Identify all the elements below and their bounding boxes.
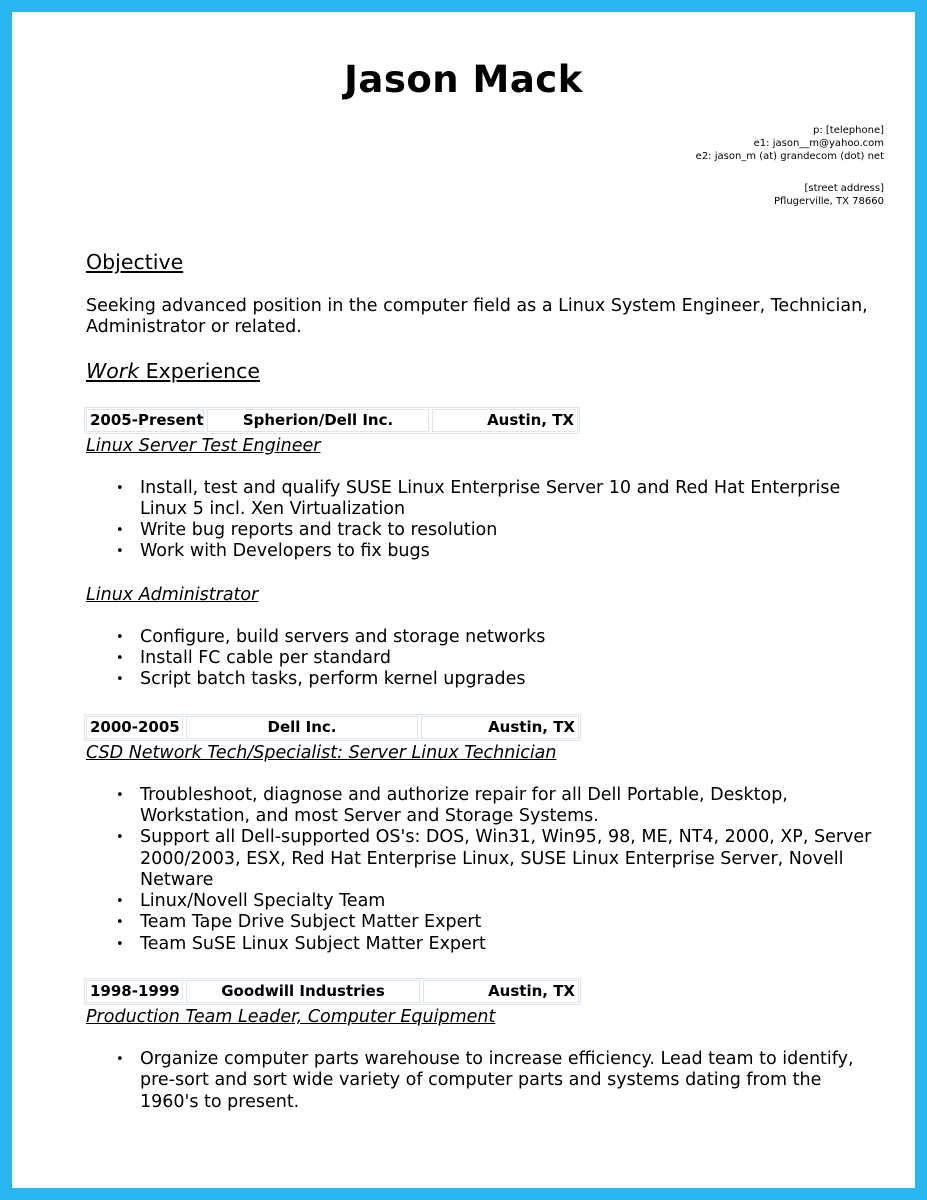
- role-title: Production Team Leader, Computer Equipment: [86, 1007, 496, 1028]
- bullet: • Configure, build servers and storage networks: [140, 627, 876, 648]
- job-dates: 1998-1999: [86, 980, 183, 1003]
- role-bullets: [86, 785, 876, 955]
- job-header-row: [84, 407, 580, 434]
- email-1: e1: jason__m@yahoo.com: [753, 138, 884, 149]
- bullet: • Team SuSE Linux Subject Matter Expert: [140, 934, 876, 955]
- role-bullets: [86, 478, 876, 563]
- job-dates: 2005-Present: [86, 409, 204, 432]
- job-location: Austin, TX: [432, 409, 578, 432]
- job-header-row: [84, 714, 581, 741]
- job-location: Austin, TX: [421, 716, 579, 739]
- role-title: CSD Network Tech/Specialist: Server Linux Technician: [86, 742, 557, 763]
- role-bullets: [86, 627, 876, 691]
- job-company: Dell Inc.: [186, 716, 418, 739]
- phone: p: [telephone]: [813, 125, 884, 136]
- job-header-row: [84, 978, 581, 1005]
- street-address: [street address]: [804, 183, 884, 194]
- bullet: • Script batch tasks, perform kernel upgrades: [140, 669, 876, 690]
- email-2: e2: jason_m (at) grandecom (dot) net: [695, 151, 884, 162]
- bullet: • Troubleshoot, diagnose and authorize repair for all Dell Portable, Desktop, Workstation, and most Server and Storage Systems.: [140, 785, 876, 828]
- role-title: Linux Administrator: [86, 584, 259, 605]
- bullet: • Work with Developers to fix bugs: [140, 541, 876, 562]
- bullet: • Install FC cable per standard: [140, 648, 876, 669]
- bullet: • Install, test and qualify SUSE Linux Enterprise Server 10 and Red Hat Enterprise Linux 5 incl. Xen Virtualization: [140, 478, 876, 521]
- heading-italic: Work: [86, 358, 140, 383]
- objective-heading: Objective: [86, 250, 184, 274]
- contact-block: [696, 124, 884, 163]
- bullet: • Team Tape Drive Subject Matter Expert: [140, 912, 876, 933]
- role-title: Linux Server Test Engineer: [86, 435, 321, 456]
- job-location: Austin, TX: [423, 980, 579, 1003]
- bullet: • Support all Dell-supported OS's: DOS, Win31, Win95, 98, ME, NT4, 2000, XP, Server 2000/2003, ESX, Red Hat Enterprise Linux, SUSE Linux Enterprise Server, Novell Netware: [140, 827, 876, 891]
- resume-name: Jason Mack: [344, 58, 583, 101]
- role-bullets: [86, 1049, 876, 1113]
- city: Pflugerville, TX 78660: [774, 196, 884, 207]
- job-company: Goodwill Industries: [186, 980, 420, 1003]
- bullet: • Organize computer parts warehouse to increase efficiency. Lead team to identify, pre-sort and sort wide variety of computer parts and systems dating from the 1960's to present.: [140, 1049, 876, 1113]
- objective-text: Seeking advanced position in the computer field as a Linux System Engineer, Technician, Administrator or related.: [86, 296, 868, 338]
- resume-body: [86, 250, 876, 1113]
- job-company: Spherion/Dell Inc.: [207, 409, 429, 432]
- heading-rest: Experience: [139, 358, 260, 383]
- work-experience-heading: [86, 359, 876, 384]
- job-dates: 2000-2005: [86, 716, 183, 739]
- address-block: [774, 182, 884, 208]
- bullet: • Write bug reports and track to resolution: [140, 520, 876, 541]
- bullet: • Linux/Novell Specialty Team: [140, 891, 876, 912]
